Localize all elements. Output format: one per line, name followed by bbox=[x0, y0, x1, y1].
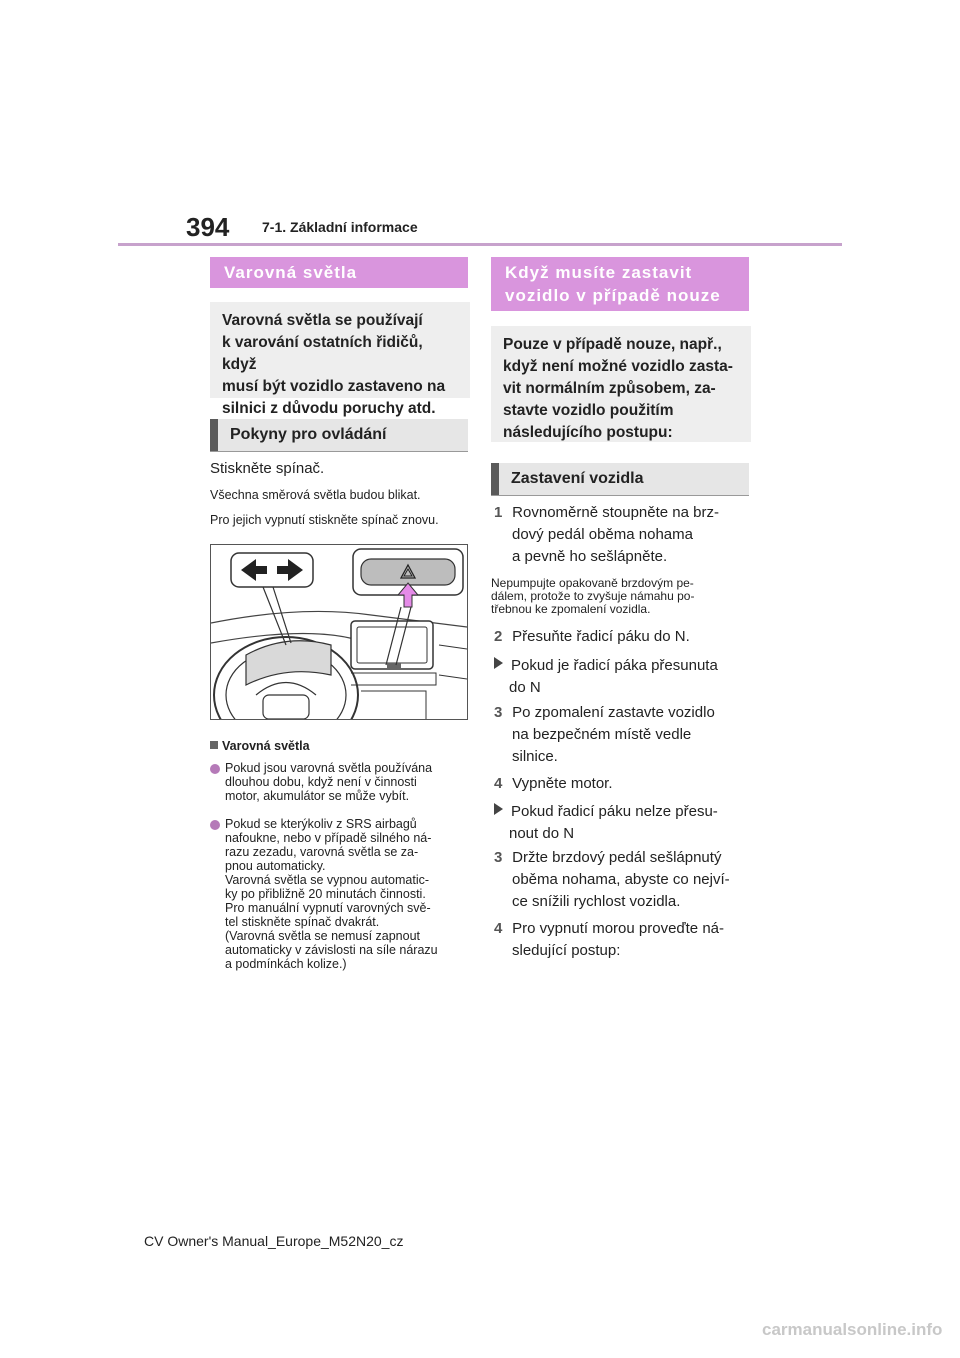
info-bullet bbox=[210, 817, 472, 971]
step-text: oběma nohama, abyste co nejví- bbox=[512, 871, 730, 888]
hazard-switch-shape bbox=[361, 559, 455, 585]
intro-line: musí být vozidlo zastaveno na bbox=[222, 378, 446, 395]
bullet-dot-icon bbox=[210, 764, 220, 774]
step-3 bbox=[494, 702, 715, 768]
square-bullet-icon bbox=[210, 741, 218, 749]
header-rule bbox=[118, 243, 842, 246]
step-text: dový pedál oběma nohama bbox=[512, 526, 693, 543]
subheading-operation bbox=[210, 419, 468, 451]
condition-text: Pokud je řadicí páka přesunuta bbox=[511, 657, 718, 674]
intro-line: následujícího postupu: bbox=[503, 424, 673, 441]
bullet-line: Pro manuální vypnutí varovných svě- bbox=[225, 901, 431, 915]
dashboard-illustration bbox=[210, 544, 468, 720]
heading-line: Když musíte zastavit bbox=[505, 263, 693, 282]
subheading-rule bbox=[491, 495, 749, 496]
footer-text: CV Owner's Manual_Europe_M52N20_cz bbox=[144, 1233, 404, 1249]
step-text: silnice. bbox=[512, 748, 558, 765]
info-bullet bbox=[210, 761, 472, 803]
subheading-label: Zastavení vozidla bbox=[511, 470, 644, 487]
condition-text: do N bbox=[509, 679, 541, 696]
section-title: 7-1. Základní informace bbox=[262, 219, 418, 235]
subheading-rule bbox=[210, 451, 468, 452]
intro-box bbox=[210, 302, 470, 417]
intro-line: když není možné vozidlo zasta- bbox=[503, 358, 733, 375]
subheading-stopping bbox=[491, 463, 749, 495]
bullet-dot-icon bbox=[210, 820, 220, 830]
note-line: třebnou ke zpomalení vozidla. bbox=[491, 602, 651, 616]
intro-box bbox=[491, 326, 751, 442]
info-title-label: Varovná světla bbox=[222, 739, 310, 753]
step-number: 4 bbox=[494, 775, 503, 792]
intro-line: stavte vozidlo použitím bbox=[503, 402, 674, 419]
intro-line: Varovná světla se používají bbox=[222, 312, 423, 329]
condition-text: nout do N bbox=[509, 825, 575, 842]
bullet-line: ky po přibližně 20 minutách činnosti. bbox=[225, 887, 426, 901]
watermark: carmanualsonline.info bbox=[762, 1320, 943, 1339]
intro-line: silnici z důvodu poruchy atd. bbox=[222, 400, 436, 417]
bullet-line: motor, akumulátor se může vybít. bbox=[225, 789, 410, 803]
bullet-line: nafoukne, nebo v případě silného ná- bbox=[225, 831, 432, 845]
note-text: Všechna směrová světla budou blikat. bbox=[210, 488, 421, 502]
step-text: Vypněte motor. bbox=[512, 775, 613, 792]
bullet-line: pnou automaticky. bbox=[225, 859, 326, 873]
bullet-line: Varovná světla se vypnou automatic- bbox=[225, 873, 430, 887]
bullet-line: Pokud jsou varovná světla používána bbox=[225, 761, 433, 775]
instruction-text: Stiskněte spínač. bbox=[210, 460, 325, 477]
step-text: sledující postup: bbox=[512, 942, 621, 959]
center-screen-shape bbox=[351, 621, 433, 669]
step-text: Přesuňte řadicí páku do N. bbox=[512, 628, 690, 645]
condition-1 bbox=[494, 655, 718, 699]
step-text: a pevně ho sešlápněte. bbox=[512, 548, 668, 565]
info-title bbox=[210, 739, 310, 753]
condition-text: Pokud řadicí páku nelze přesu- bbox=[511, 803, 718, 820]
note-line: Nepumpujte opakovaně brzdovým pe- bbox=[491, 576, 694, 590]
step-4b bbox=[494, 918, 724, 962]
intro-line: vit normálním způsobem, za- bbox=[503, 380, 716, 397]
meter-cluster-shape bbox=[246, 641, 331, 685]
step-text: na bezpečném místě vedle bbox=[512, 726, 692, 743]
intro-line: k varování ostatních řidičů, když bbox=[222, 334, 423, 373]
step-number: 1 bbox=[494, 504, 503, 521]
bullet-line: dlouhou dobu, když není v činnosti bbox=[225, 775, 417, 789]
heading-hazard-lights: Varovná světla bbox=[210, 257, 468, 288]
condition-2 bbox=[494, 801, 718, 845]
bullet-line: (Varovná světla se nemusí zapnout bbox=[225, 929, 421, 943]
bullet-line: Pokud se kterýkoliv z SRS airbagů bbox=[225, 817, 417, 831]
step-2 bbox=[494, 626, 690, 648]
page-number: 394 bbox=[186, 212, 230, 242]
step-1-note bbox=[491, 577, 694, 616]
note-line: dálem, protože to zvyšuje námahu po- bbox=[491, 589, 695, 603]
note-text: Pro jejich vypnutí stiskněte spínač znovu. bbox=[210, 513, 439, 527]
step-1 bbox=[494, 502, 754, 568]
triangle-bullet-icon bbox=[494, 803, 503, 815]
bullet-line: a podmínkách kolize.) bbox=[225, 957, 347, 971]
bullet-line: tel stiskněte spínač dvakrát. bbox=[225, 915, 380, 929]
step-text: Držte brzdový pedál sešlápnutý bbox=[512, 849, 722, 866]
dashboard-drawing bbox=[211, 545, 467, 719]
step-number: 4 bbox=[494, 920, 503, 937]
step-text: Po zpomalení zastavte vozidlo bbox=[512, 704, 715, 721]
step-number: 3 bbox=[494, 704, 503, 721]
step-number: 2 bbox=[494, 628, 503, 645]
heading-emergency-stop bbox=[491, 257, 749, 311]
step-3b bbox=[494, 847, 730, 913]
bullet-line: razu zezadu, varovná světla se za- bbox=[225, 845, 419, 859]
heading-line: vozidlo v případě nouze bbox=[505, 286, 721, 305]
step-text: Rovnoměrně stoupněte na brz- bbox=[512, 504, 719, 521]
step-4 bbox=[494, 773, 613, 795]
triangle-bullet-icon bbox=[494, 657, 503, 669]
step-number: 3 bbox=[494, 849, 503, 866]
step-text: Pro vypnutí morou proveďte ná- bbox=[512, 920, 724, 937]
subheading-label: Pokyny pro ovládání bbox=[230, 426, 387, 443]
bullet-line: automaticky v závislosti na síle nárazu bbox=[225, 943, 438, 957]
intro-line: Pouze v případě nouze, např., bbox=[503, 336, 722, 353]
step-text: ce snížili rychlost vozidla. bbox=[512, 893, 681, 910]
